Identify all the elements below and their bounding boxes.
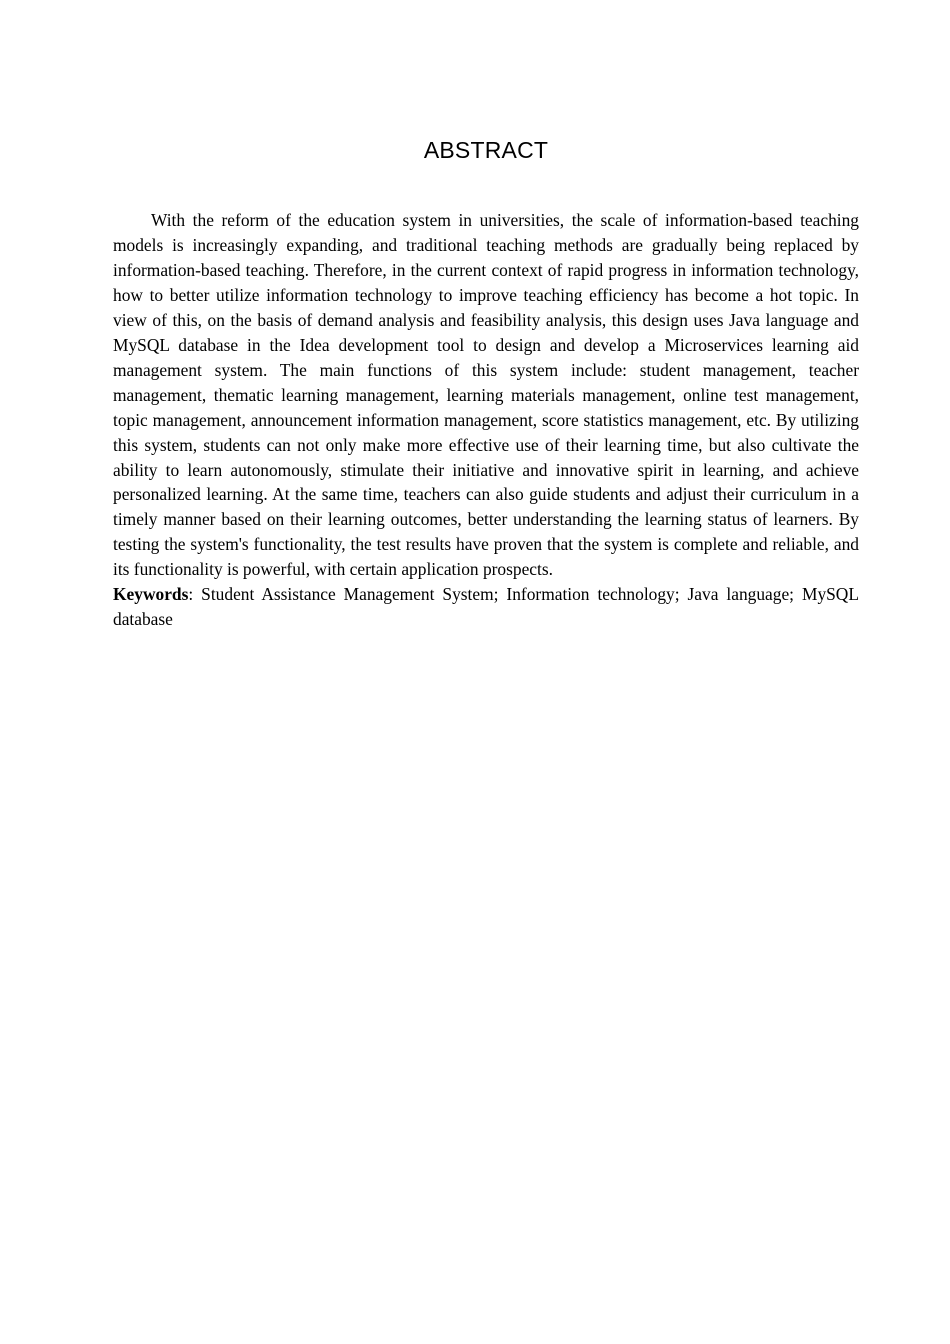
page-title: ABSTRACT bbox=[423, 137, 549, 163]
keywords-line bbox=[113, 582, 859, 632]
abstract-paragraph: With the reform of the education system in universities, the scale of information-based teaching models is increasingly expanding, and traditional teaching methods are gradually being replaced by information-based teaching. Therefore, in the current context of rapid progress in information technology, how to better utilize information technology to improve teaching efficiency has become a hot topic. In view of this, on the basis of demand analysis and feasibility analysis, this design uses Java language and MySQL database in the Idea development tool to design and develop a Microservices learning aid management system. The main functions of this system include: student management, teacher management, thematic learning management, learning materials management, online test management, topic management, announcement information management, score statistics management, etc. By utilizing this system, students can not only make more effective use of their learning time, but also cultivate the ability to learn autonomously, stimulate their initiative and innovative spirit in learning, and achieve personalized learning. At the same time, teachers can also guide students and adjust their curriculum in a timely manner based on their learning outcomes, better understanding the learning status of learners. By testing the system's functionality, the test results have proven that the system is complete and reliable, and its functionality is powerful, with certain application prospects. bbox=[113, 210, 859, 580]
keywords-label: Keywords bbox=[113, 584, 189, 605]
abstract-body bbox=[113, 208, 859, 632]
keywords-separator: : bbox=[188, 584, 202, 605]
keywords-text: Student Assistance Management System; Information technology; Java language; MySQL database bbox=[113, 584, 859, 630]
